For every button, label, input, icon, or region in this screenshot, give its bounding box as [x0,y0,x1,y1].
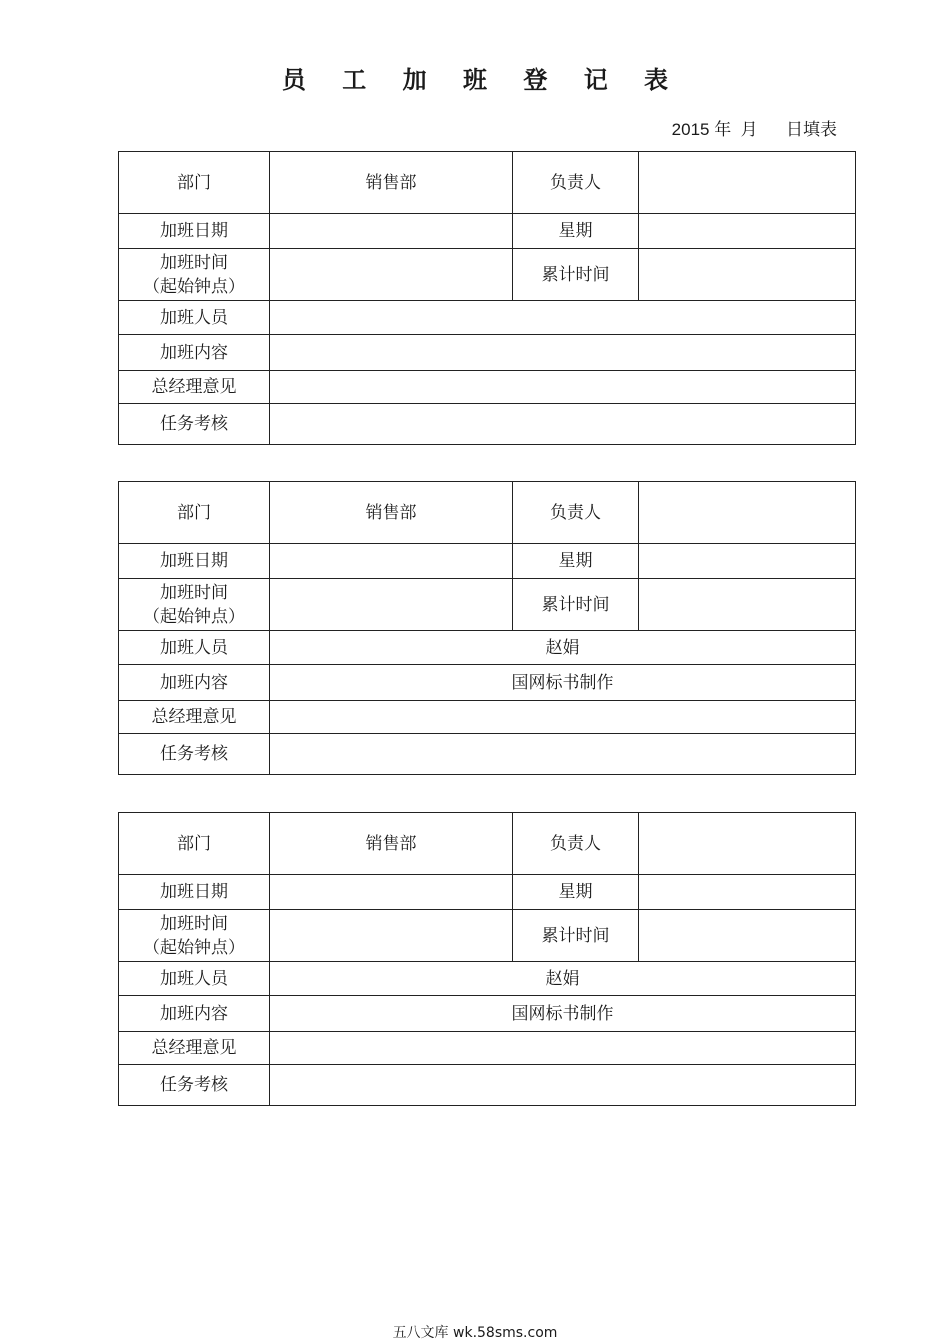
weekday-value[interactable] [639,544,856,579]
staff-value[interactable]: 赵娟 [270,962,856,996]
manager-value[interactable] [639,152,856,214]
time-label [119,249,270,301]
document-title: 员 工 加 班 登 记 表 [281,66,683,94]
gm-opinion-label: 总经理意见 [119,701,270,734]
date-label: 加班日期 [119,875,270,910]
content-label: 加班内容 [119,335,270,371]
footer-watermark: 五八文库 wk.58sms.com [392,1325,558,1341]
overtime-form-2 [118,481,856,775]
staff-label: 加班人员 [119,631,270,665]
content-value[interactable]: 国网标书制作 [270,996,856,1032]
date-label: 加班日期 [119,544,270,579]
weekday-label: 星期 [513,544,639,579]
gm-opinion-label: 总经理意见 [119,1032,270,1065]
staff-value[interactable] [270,301,856,335]
gm-opinion-label: 总经理意见 [119,371,270,404]
total-time-label: 累计时间 [513,249,639,301]
time-value[interactable] [270,579,513,631]
manager-value[interactable] [639,482,856,544]
total-time-value[interactable] [639,249,856,301]
total-time-label: 累计时间 [513,579,639,631]
weekday-label: 星期 [513,875,639,910]
dept-value[interactable]: 销售部 [270,482,513,544]
dept-label: 部门 [119,813,270,875]
total-time-value[interactable] [639,579,856,631]
fill-date-line: 2015 年 月 日填表 [671,120,837,139]
manager-value[interactable] [639,813,856,875]
task-review-value[interactable] [270,734,856,775]
total-time-label: 累计时间 [513,910,639,962]
time-label-line-1: 加班时间 [160,252,228,273]
gm-opinion-value[interactable] [270,371,856,404]
time-value[interactable] [270,910,513,962]
dept-label: 部门 [119,482,270,544]
weekday-value[interactable] [639,214,856,249]
gm-opinion-value[interactable] [270,1032,856,1065]
dept-value[interactable]: 销售部 [270,152,513,214]
dept-value[interactable]: 销售部 [270,813,513,875]
date-value[interactable] [270,214,513,249]
manager-label: 负责人 [513,482,639,544]
staff-label: 加班人员 [119,301,270,335]
task-review-label: 任务考核 [119,1065,270,1106]
time-label-line-1: 加班时间 [160,582,228,603]
date-value[interactable] [270,544,513,579]
task-review-value[interactable] [270,1065,856,1106]
overtime-form-3 [118,812,856,1106]
dept-label: 部门 [119,152,270,214]
time-label-line-2: （起始钟点） [143,937,245,958]
time-label [119,910,270,962]
time-label-line-1: 加班时间 [160,913,228,934]
date-label: 加班日期 [119,214,270,249]
overtime-form-1 [118,151,856,445]
total-time-value[interactable] [639,910,856,962]
weekday-label: 星期 [513,214,639,249]
task-review-label: 任务考核 [119,734,270,775]
content-label: 加班内容 [119,665,270,701]
time-label [119,579,270,631]
staff-label: 加班人员 [119,962,270,996]
time-label-line-2: （起始钟点） [143,606,245,627]
task-review-value[interactable] [270,404,856,445]
content-value[interactable] [270,335,856,371]
staff-value[interactable]: 赵娟 [270,631,856,665]
content-value[interactable]: 国网标书制作 [270,665,856,701]
date-value[interactable] [270,875,513,910]
weekday-value[interactable] [639,875,856,910]
time-label-line-2: （起始钟点） [143,276,245,297]
gm-opinion-value[interactable] [270,701,856,734]
time-value[interactable] [270,249,513,301]
content-label: 加班内容 [119,996,270,1032]
task-review-label: 任务考核 [119,404,270,445]
manager-label: 负责人 [513,152,639,214]
manager-label: 负责人 [513,813,639,875]
